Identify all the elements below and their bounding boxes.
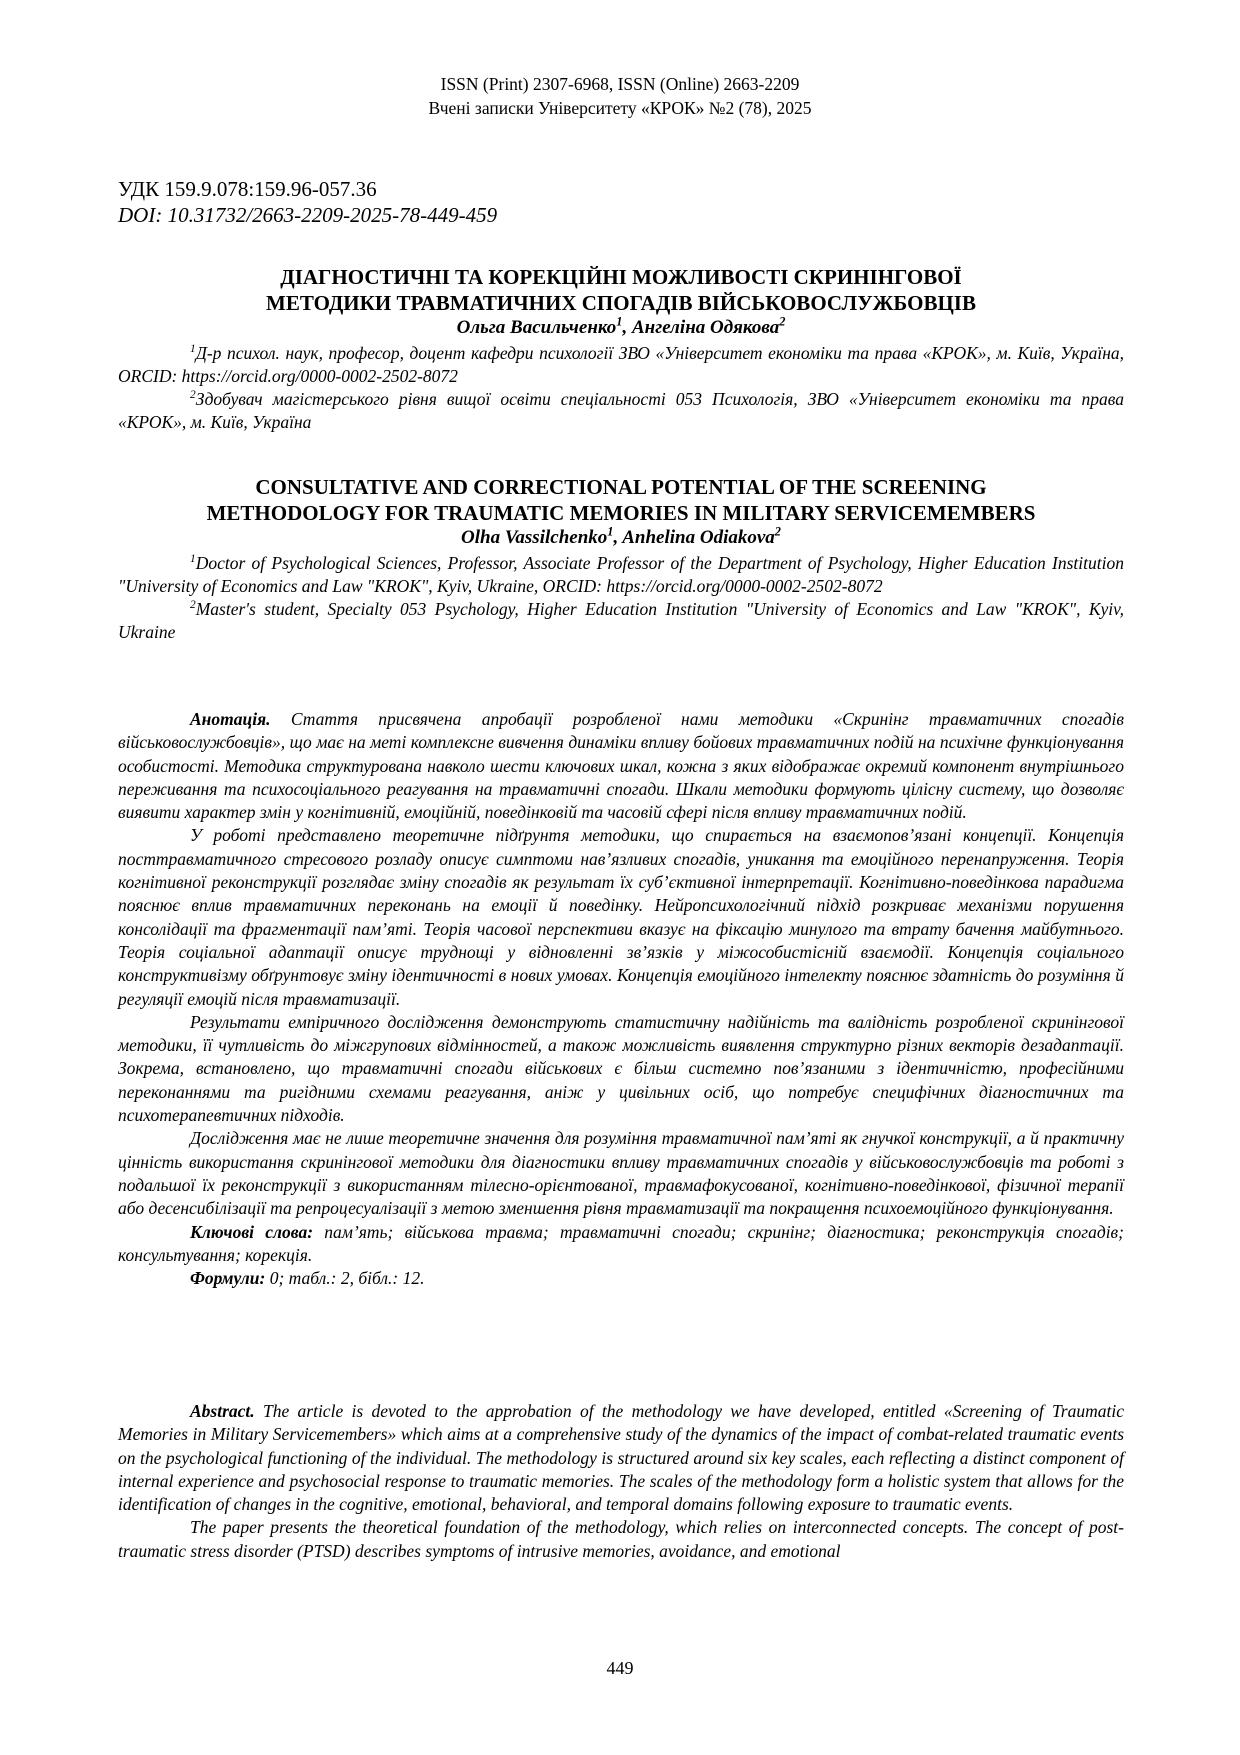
issn-line: ISSN (Print) 2307-6968, ISSN (Online) 2663-2209 [440, 74, 800, 94]
en-title-line-1: CONSULTATIVE AND CORRECTIONAL POTENTIAL OF THE SCREENING [255, 475, 987, 499]
doi: DOI: 10.31732/2663-2209-2025-78-449-459 [118, 203, 498, 227]
en-title-block [118, 474, 1124, 644]
en-author-1-sup: 1 [607, 524, 614, 539]
en-author-1: Olha Vassilchenko [461, 527, 608, 548]
en-affiliation-1: $^1$Doctor of Psychological Sciences, Professor, Associate Professor of the Department of Psychology, Higher Education Institution "University of Economics and Law "KROK", Kyiv, Ukraine, ORCID: https://orcid.org/0000-0002-2502-8072 [118, 553, 1124, 596]
abstract-label: Abstract. [190, 1401, 255, 1421]
abstract-paragraph-2: The paper presents the theoretical foundation of the methodology, which relies on interconnected concepts. The concept of post-traumatic stress disorder (PTSD) describes symptoms of intrusive memories, avoidance, and emotional [118, 1517, 1124, 1561]
ua-title [118, 264, 1124, 316]
ua-authors: Ольга Васильченко$^1$, Ангеліна Одякова$^2$ [456, 314, 786, 338]
annotation-paragraph-3: Результати емпіричного дослідження демонструють статистичну надійність та валідність розробленої скринінгової методики, її чутливість до міжгрупових відмінностей, а також можливість виявлення структурно різних векторів дезадаптації. Зокрема, встановлено, що травматичні спогади військових є більш системно пов’язаними з ідентичністю, професійними переконаннями та ригідними схемами реагування, аніж у цивільних осіб, що потребує специфічних діагностичних та психотерапевтичних підходів. [118, 1011, 1124, 1126]
ua-affil-1-sup: 1 [190, 343, 196, 356]
en-authors: Olha Vassilchenko$^1$, Anhelina Odiakova$^2$ [461, 524, 781, 548]
en-affil-1-sup: 1 [190, 553, 196, 566]
en-affiliation-2: $^2$Master's student, Specialty 053 Psychology, Higher Education Institution "University of Economics and Law "KROK", Kyiv, Ukraine [118, 599, 1124, 642]
ua-author-1: Ольга Васильченко [456, 317, 617, 338]
udk-block [118, 176, 497, 228]
annotation-label: Анотація. [190, 709, 271, 729]
annotation-section [118, 708, 1124, 1290]
ua-title-line-2: МЕТОДИКИ ТРАВМАТИЧНИХ СПОГАДІВ ВІЙСЬКОВОСЛУЖБОВЦІВ [266, 291, 976, 315]
annotation-paragraph-2: У роботі представлено теоретичне підґрунтя методики, що спирається на взаємопов’язані концепції. Концепція посттравматичного стресового розладу описує симптоми нав’язливих спогадів, уникання та емоційного перенапруження. Теорія когнітивної реконструкції розглядає зміну спогадів як результат їх суб’єктивної інтерпретації. Когнітивно-поведінкова парадигма пояснює вплив травматичних переконань на емоції й поведінку. Нейропсихологічний підхід розкриває механізми порушення консолідації та фрагментації пам’яті. Теорія часової перспективи вказує на фіксацію минулого та втрату бачення майбутнього. Теорія соціальної адаптації описує труднощі у відновленні зв’язків у міжособистісній взаємодії. Концепція соціального конструктивізму обґрунтовує зміну ідентичності в нових умовах. Концепція емоційного інтелекту пояснює здатність до розуміння й регуляції емоцій після травматизації. [118, 825, 1124, 1009]
en-affil-2-sup: 2 [190, 599, 196, 612]
journal-line: Вчені записки Університету «КРОК» №2 (78), 2025 [428, 98, 812, 118]
en-title-line-2: METHODOLOGY FOR TRAUMATIC MEMORIES IN MILITARY SERVICEMEMBERS [206, 501, 1036, 525]
annotation-paragraph-1: Анотація. Стаття присвячена апробації розробленої нами методики «Скринінг травматичних спогадів військовослужбовців», що має на меті комплексне вивчення динаміки впливу бойових травматичних подій на психічне функціонування особистості. Методика структурована навколо шести ключових шкал, кожна з яких відображає окремий компонент внутрішнього переживання та психосоціального реагування на травматичні спогади. Шкали методики формують цілісну систему, що дозволяє виявити характер змін у когнітивній, емоційній, поведінковій та часовій сфері після впливу травматичних подій. [118, 709, 1124, 823]
ua-title-line-1: ДІАГНОСТИЧНІ ТА КОРЕКЦІЙНІ МОЖЛИВОСТІ СКРИНІНГОВОЇ [280, 265, 962, 289]
udk-code: УДК 159.9.078:159.96-057.36 [118, 177, 377, 201]
en-author-2-sup: 2 [774, 524, 781, 539]
ua-affiliation-1: $^1$Д-р психол. наук, професор, доцент кафедри психології ЗВО «Університет економіки та права «КРОК», м. Київ, Україна, ORCID: https://orcid.org/0000-0002-2502-8072 [118, 343, 1124, 386]
abstract-section [118, 1400, 1124, 1563]
annotation-paragraph-4: Дослідження має не лише теоретичне значення для розуміння травматичної пам’яті як гнучкої конструкції, а й практичну цінність використання скринінгової методики для діагностики впливу травматичних спогадів у військовослужбовців та роботі з подальшої їх реконструкції з використанням тілесно-орієнтованої, травмафокусованої, когнітивно-поведінкової, фізичної терапії або десенсибілізації та репроцесуалізації з метою зменшення рівня травматизації та покращення психоемоційного функціонування. [118, 1128, 1124, 1219]
keywords-label: Ключові слова: [190, 1221, 314, 1242]
ua-author-2: Ангеліна Одякова [631, 317, 780, 338]
ua-affiliation-2: $^2$Здобувач магістерського рівня вищої освіти спеціальності 053 Психологія, ЗВО «Університет економіки та права «КРОК», м. Київ, Україна [118, 389, 1124, 432]
formulas-label: Формули: [190, 1268, 266, 1289]
ua-affil-2-sup: 2 [190, 389, 196, 402]
en-author-2: Anhelina Odiakova [622, 527, 775, 548]
ua-author-1-sup: 1 [616, 314, 623, 329]
abstract-paragraph-1: Abstract. The article is devoted to the approbation of the methodology we have developed, entitled «Screening of Traumatic Memories in Military Servicemembers» which aims at a comprehensive study of the dynamics of the impact of combat-related traumatic events on the psychological functioning of the individual. The methodology is structured around six key scales, each reflecting a distinct component of internal experience and psychosocial response to traumatic memories. The scales of the methodology form a holistic system that allows for the identification of changes in the cognitive, emotional, behavioral, and temporal domains following exposure to traumatic events. [118, 1401, 1124, 1515]
ua-author-2-sup: 2 [779, 314, 786, 329]
ua-title-block [118, 264, 1124, 434]
page-number: 449 [606, 1658, 634, 1678]
journal-header [0, 72, 1240, 120]
keywords: Ключові слова: пам’ять; військова травма; травматичні спогади; скринінг; діагностика; реконструкція спогадів; консультування; корекція. [118, 1221, 1124, 1265]
en-title [118, 474, 1124, 526]
formulas: Формули: 0; табл.: 2, бібл.: 12. [190, 1268, 425, 1289]
